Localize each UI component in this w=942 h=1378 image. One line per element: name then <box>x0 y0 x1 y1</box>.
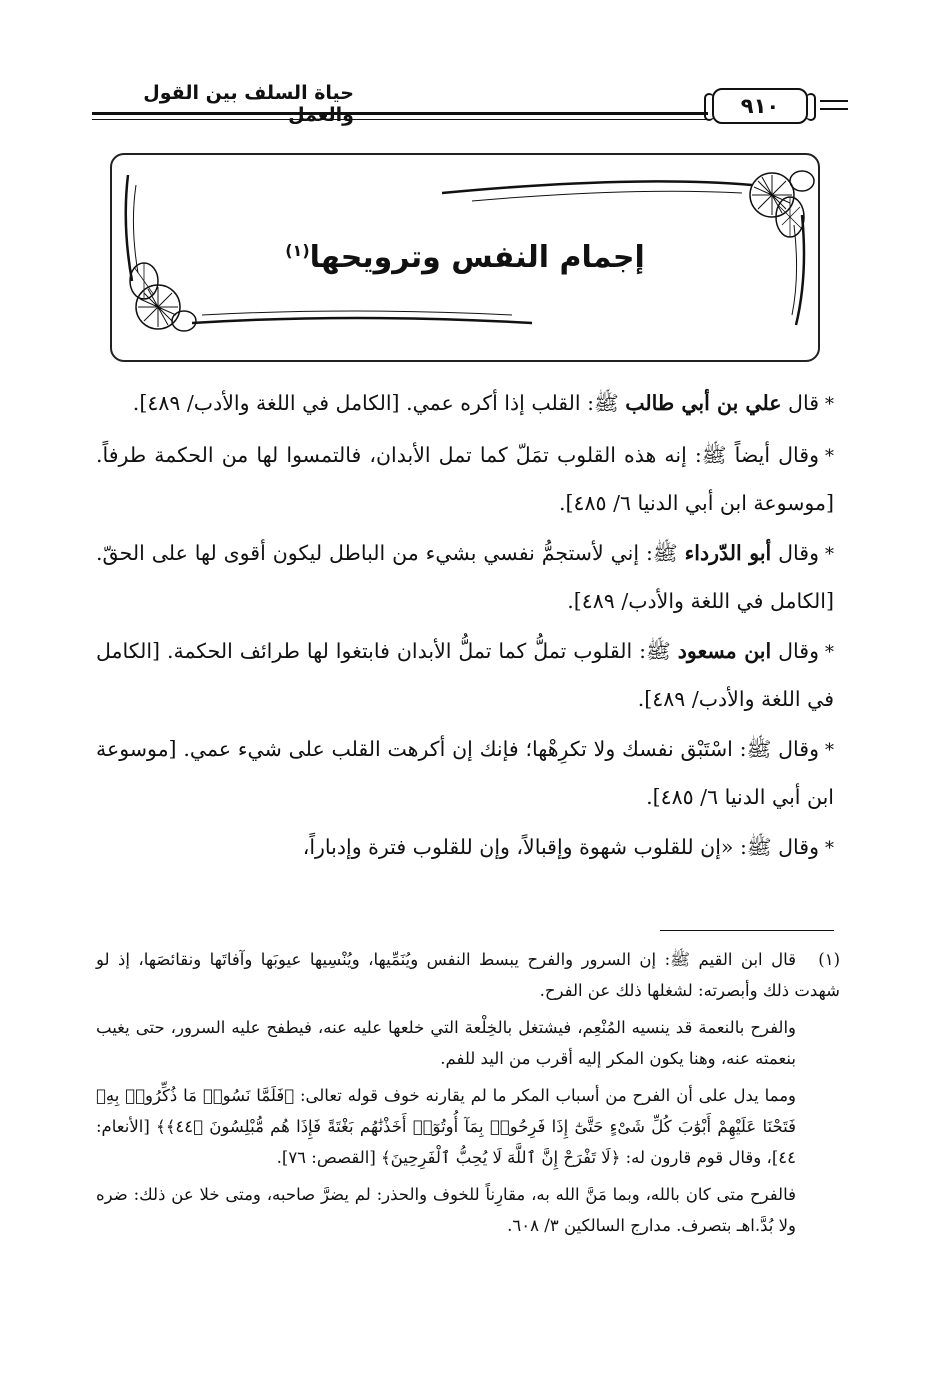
paragraph <box>96 726 834 820</box>
speaker-name: أبو الدّرداء <box>684 541 772 565</box>
speaker-name: ابن مسعود <box>677 639 772 663</box>
paragraph-text: ﷺ: القلب إذا أكره عمي. [الكامل في اللغة والأدب/ ٤٨٩]. <box>132 391 626 415</box>
body-text <box>96 380 834 876</box>
paragraph <box>96 380 834 428</box>
paragraph-text: وقال أيضاً ﷺ: إنه هذه القلوب تمَلّ كما تمل الأبدان، فالتمسوا لها من الحكمة طرفاً. [موسوعة ابن أبي الدنيا ٦/ ٤٨٥]. <box>96 443 834 515</box>
paragraph <box>96 432 834 526</box>
paragraph-text: قال <box>781 391 819 415</box>
chapter-title <box>112 240 818 275</box>
paragraph <box>96 824 834 872</box>
page-number: ٩١٠ <box>712 88 808 124</box>
chapter-title-frame <box>110 153 820 362</box>
paragraph-text: ﷺ: إني لأستجمُّ نفسي بشيء من الباطل ليكون أقوى لها على الحقّ. [الكامل في اللغة والأدب/ ٤٨٩]. <box>96 541 834 613</box>
speaker-name: علي بن أبي طالب <box>625 391 782 415</box>
chapter-title-text: إجمام النفس وترويحها <box>309 240 645 275</box>
bullet: * <box>825 642 834 663</box>
bullet: * <box>825 544 834 565</box>
paragraph-text: وقال <box>771 541 819 565</box>
page-header <box>92 80 844 130</box>
footnote-paragraph: ومما يدل على أن الفرح من أسباب المكر ما لم يقارنه خوف قوله تعالى: ﴿فَلَمَّا نَسُوا۟ مَا ذُكِّرُوا۟ بِهِۦ فَتَحْنَا عَلَيْهِمْ أَبْوَٰبَ كُلِّ شَىْءٍ حَتَّىٰٓ إِذَا فَرِحُوا۟ بِمَآ أُوتُوٓا۟ أَخَذْنَٰهُم بَغْتَةً فَإِذَا هُم مُّبْلِسُونَ ﴿٤٤﴾﴾ [الأنعام: ٤٤]، وقال قوم قارون له: ﴿لَا تَفْرَحْ إِنَّ ٱللَّهَ لَا يُحِبُّ ٱلْفَرِحِينَ﴾ [القصص: ٧٦]. <box>96 1086 796 1167</box>
paragraph-text: وقال ﷺ: «إن للقلوب شهوة وإقبالاً، وإن للقلوب فترة وإدباراً، <box>302 835 819 859</box>
bullet: * <box>825 838 834 859</box>
header-rule-right-2 <box>820 108 848 110</box>
footnotes <box>96 944 840 1247</box>
bullet: * <box>825 446 834 467</box>
running-title: حياة السلف بين القول والعمل <box>143 82 354 126</box>
paragraph <box>96 628 834 722</box>
header-rule-thin <box>92 119 708 120</box>
paragraph <box>96 530 834 624</box>
paragraph-text: ﷺ: القلوب تملُّ كما تملُّ الأبدان فابتغوا لها طرائف الحكمة. [الكامل في اللغة والأدب/ ٤٨٩]. <box>96 639 834 711</box>
footnote-paragraph: والفرح بالنعمة قد ينسيه المُنْعِم، فيشتغل بالخِلْعة التي خلعها عليه عنه، فيطفح عليه السرور، حتى يغيب بنعمته عنه، وهنا يكون المكر إليه أقرب من اليد للفم. <box>96 1018 796 1068</box>
paragraph-text: وقال <box>771 639 819 663</box>
bullet: * <box>825 740 834 761</box>
footnote-paragraph <box>96 944 840 1006</box>
header-rule <box>92 112 708 115</box>
footnote-paragraph: فالفرح متى كان بالله، وبما مَنَّ الله به، مقارِناً للخوف والحذر: لم يضرَّ صاحبه، ومتى خلا عن ذلك: ضره ولا بُدَّ.اهـ بتصرف. مدارج السالكين ٣/ ٦٠٨. <box>96 1185 796 1235</box>
paragraph-text: وقال ﷺ: اسْتَبْق نفسك ولا تكرِهْها؛ فإنك إن أكرهت القلب على شيء عمي. [موسوعة ابن أبي الدنيا ٦/ ٤٨٥]. <box>96 737 834 809</box>
footnote-mark: (١) <box>285 241 310 260</box>
footnote-number: (١) <box>818 950 840 969</box>
bullet: * <box>825 394 834 415</box>
footnote-separator <box>660 930 834 931</box>
header-rule-right <box>820 100 848 102</box>
footnote-text: قال ابن القيم ﷺ: إن السرور والفرح يبسط النفس ويُنَمِّيها، ويُنْسِيها عيوبَها وآفاتَها ونقائصَها، إذ لو شهدت ذلك وأبصرته: لشغلها ذلك عن الفرح. <box>96 950 840 1000</box>
